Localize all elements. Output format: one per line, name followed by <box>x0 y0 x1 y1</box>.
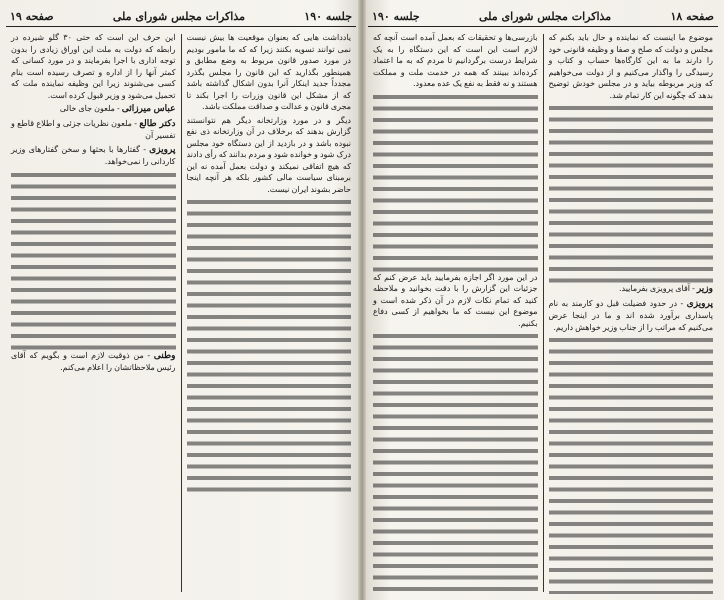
left-page-header <box>6 6 356 27</box>
speech-entry <box>11 144 176 168</box>
speaker-name: پرویزی <box>149 144 176 155</box>
speech-entry <box>549 298 714 334</box>
right-page-header <box>368 6 718 27</box>
right-page <box>368 6 718 594</box>
left-page-col-right <box>182 32 357 594</box>
paragraph: دیگر و در مورد وزارتخانه دیگر هم نتوانستند گزارش بدهند که برخلاف در آن وزارتخانه ذی نفع نبوده باشد و در بازدید از این دستگاه خود مجلس درک شود و خوانده شود و مردم بدانند که رأی دادند که هیچ اتفاقی نمیکند و دولت بعمل آمده نه این برمبنای سیاست مالی کشور بلکه هر آنچه اینجا حاضر بشوند ایران نیست. <box>186 115 351 194</box>
right-session-label: جلسه ۱۹۰ <box>372 9 420 23</box>
body-text-lines <box>373 92 538 272</box>
paragraph: موضوع ما اینست که نماینده و حال باید بکنم که مجلس و دولت که صلح و صفا و وظیفه قانونی خود را دارند ما به این کارگاه‌ها حساب و کتاب و رسیدگی را واگذار می‌کنیم و از دولت می‌خواهیم که وزیر مربوطه بیاید و در مجلس خودش توضیح بدهد که چگونه این کار تمام شد. <box>548 33 713 100</box>
speaker-name: عباس میرزائی <box>121 104 176 114</box>
left-title: مذاکرات مجلس شورای ملی <box>112 9 246 23</box>
speech-text: - آقای پرویزی بفرمایید. <box>619 284 695 293</box>
right-page-col-left <box>368 32 543 594</box>
right-page-col-right <box>544 32 719 594</box>
speaker-name: وزیر <box>696 284 713 294</box>
column-rule <box>543 34 544 592</box>
speech-entry <box>11 103 176 116</box>
body-text-lines <box>11 170 176 350</box>
paragraph: در این مورد اگر اجازه بفرمایید باید عرض کنم که جزئیات این گزارش را با دقت بخوانید و ملاحظه کنید که تمام نکات لازم در آن ذکر شده است و موضوع این نیست که ما بخواهیم از کسی دفاع بکنیم. <box>373 272 538 328</box>
left-session-label: جلسه ۱۹۰ <box>304 9 352 23</box>
speaker-name: وطنی <box>153 350 176 361</box>
body-text-lines <box>187 197 352 497</box>
speech-entry <box>11 118 176 142</box>
paragraph: یادداشت هایی که بعنوان موقعیت ها بیش نیست نمی توانند تسویه بکنند زیرا که که ما مامور بودیم در مورد صدور قانون مربوط به وضع مطابق و همینطور بگذارید که این قانون را مجلس بگذرد مجدداً جدید اینکار آنرا بدون اشکال گذاشته باشد که از مشکل این قانون وزرات را اجرا بکند تا مجری قانون و عدالت و صداقت مملکت باشد. <box>186 33 351 111</box>
speech-text: - در حدود فضیلت قبل دو کارمند به نام پاسداری برآورد شده اند و ما در اینجا عرض می‌کنیم که مراتب را از جناب وزیر خواهش داریم. <box>548 298 713 332</box>
body-text-lines <box>549 103 714 283</box>
speaker-name: دکتر طالع <box>139 118 176 129</box>
paragraph: بازرسی‌ها و تحقیقات که بعمل آمده است آنچه که لازم است این است که این دستگاه را به یک شرایط درست برگردانیم تا مردم که به ما اعتماد کرده‌اند ببینند که همه در خدمت ملت و مملکت هستند و نه فقط به نفع یک عده معدود. <box>373 33 538 88</box>
body-text-lines <box>549 335 714 594</box>
speech-text: - من ذوقیت لازم است و بگویم که آقای رئیس ملاحظاتشان را اعلام می‌کنم. <box>11 350 176 372</box>
column-rule <box>181 34 182 592</box>
paragraph: این حرف این است که حتی ۳۰ گلو شیرده در رابطه که دولت به ملت این اوراق زیادی را بدون توجه اداری با اجرا بفرمایند و در مورد کسانی که کمتر آنها را از اداره و تصرف رسیده است بنام کسی می‌شنوند زیرا این وظیفه نماینده ملت که تحمیل می‌شود و وزیر قبول کرده است. <box>11 33 176 100</box>
right-page-columns <box>368 32 718 594</box>
speech-text: - ملعون نظریات جزئی و اطلاع قاطع و تفسیر آن <box>11 118 176 140</box>
page-gutter <box>358 0 366 600</box>
left-page-columns <box>6 32 356 594</box>
speech-text: - گفتارها با بحثها و سخن گفتارهای وزیر کاردانی را نمی‌خواهد. <box>11 144 176 166</box>
speech-text: - ملعون جای خالی <box>59 104 120 113</box>
speech-entry <box>549 283 714 296</box>
right-title: مذاکرات مجلس شورای ملی <box>479 9 612 23</box>
speech-entry <box>11 350 176 374</box>
left-page <box>6 6 356 594</box>
body-text-lines <box>373 331 538 594</box>
speaker-name: پرویزی <box>686 298 713 309</box>
right-page-number: صفحه ۱۸ <box>670 9 714 23</box>
left-page-number: صفحه ۱۹ <box>10 9 54 23</box>
left-page-col-left <box>6 32 181 594</box>
